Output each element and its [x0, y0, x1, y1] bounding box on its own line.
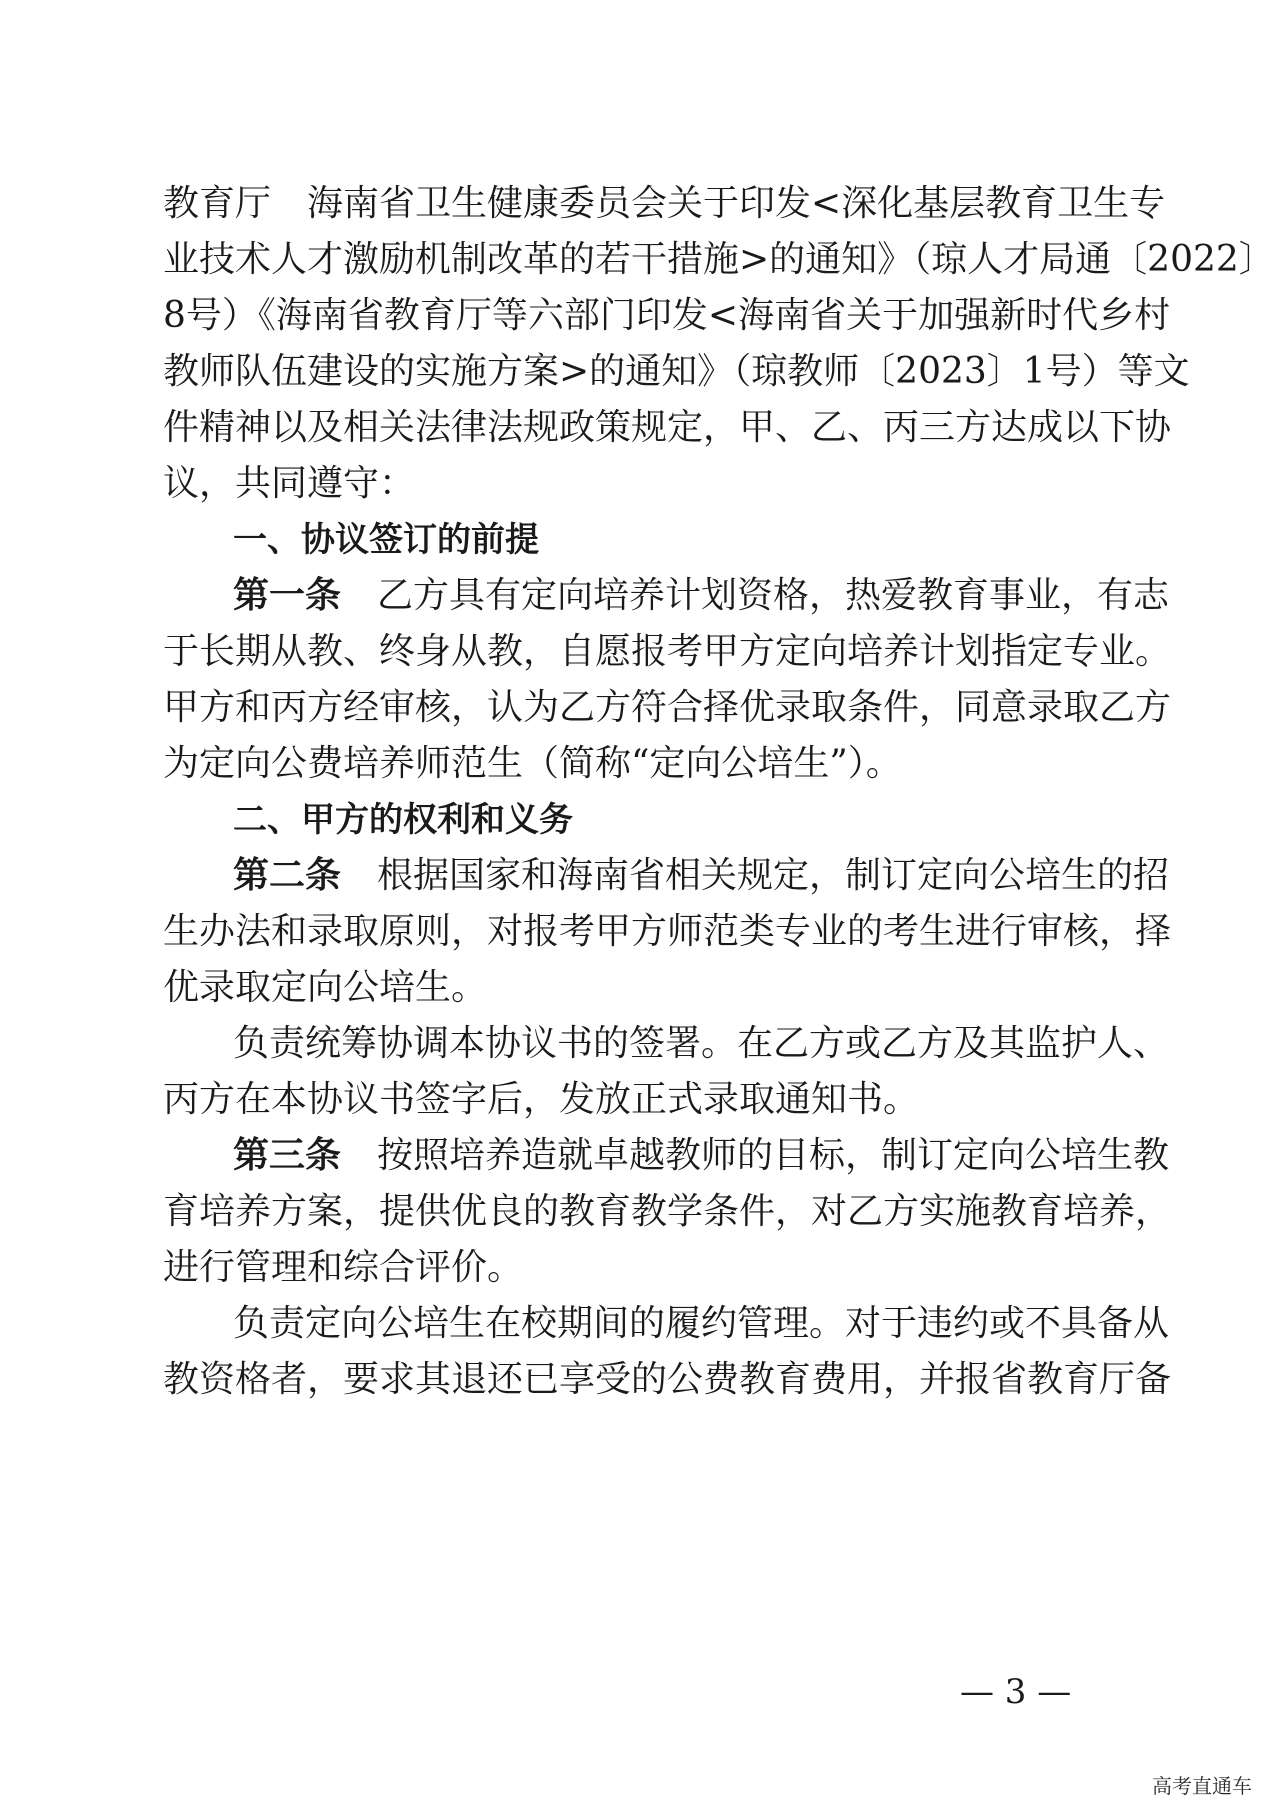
- article-label: 第二条: [233, 855, 342, 896]
- page-number: — 3 —: [960, 1672, 1072, 1712]
- body-line: 业技术人才激励机制改革的若干措施>的通知》（琼人才局通〔2022〕: [163, 239, 1275, 280]
- body-line: 甲方和丙方经审核，认为乙方符合择优录取条件，同意录取乙方: [163, 687, 1172, 728]
- body-line: 丙方在本协议书签字后，发放正式录取通知书。: [163, 1079, 920, 1120]
- body-line: 件精神以及相关法律法规政策规定，甲、乙、丙三方达成以下协: [163, 407, 1172, 448]
- body-line: 优录取定向公培生。: [163, 967, 488, 1008]
- body-line: 生办法和录取原则，对报考甲方师范类专业的考生进行审核，择: [163, 911, 1172, 952]
- body-line: 8号）《海南省教育厅等六部门印发<海南省关于加强新时代乡村: [163, 295, 1171, 336]
- article-first-line: [233, 1132, 1170, 1180]
- article-text: 按照培养造就卓越教师的目标，制订定向公培生教: [377, 1135, 1170, 1176]
- watermark-text: 高考直通车: [1152, 1774, 1252, 1798]
- body-line: 教师队伍建设的实施方案>的通知》（琼教师〔2023〕1号）等文: [163, 351, 1190, 392]
- section-heading: 二、甲方的权利和义务: [233, 800, 573, 840]
- article-label: 第三条: [233, 1135, 342, 1176]
- article-text: 根据国家和海南省相关规定，制订定向公培生的招: [377, 855, 1170, 896]
- article-text: 乙方具有定向培养计划资格，热爱教育事业，有志: [377, 575, 1170, 616]
- article-first-line: [233, 852, 1170, 900]
- body-line: 于长期从教、终身从教，自愿报考甲方定向培养计划指定专业。: [163, 631, 1172, 672]
- body-line: 进行管理和综合评价。: [163, 1247, 524, 1288]
- body-line: 育培养方案，提供优良的教育教学条件，对乙方实施教育培养，: [163, 1191, 1172, 1232]
- body-line: 教育厅 海南省卫生健康委员会关于印发<深化基层教育卫生专: [163, 183, 1166, 224]
- body-line: 议，共同遵守：: [163, 463, 416, 504]
- article-first-line: [233, 572, 1170, 620]
- article-label: 第一条: [233, 575, 342, 616]
- body-line: 教资格者，要求其退还已享受的公费教育费用，并报省教育厅备: [163, 1359, 1172, 1400]
- body-line: 负责统筹协调本协议书的签署。在乙方或乙方及其监护人、: [233, 1023, 1170, 1064]
- body-line: 负责定向公培生在校期间的履约管理。对于违约或不具备从: [233, 1303, 1170, 1344]
- section-heading: 一、协议签订的前提: [233, 520, 539, 560]
- body-line: 为定向公费培养师范生（简称“定向公培生”）。: [163, 743, 902, 784]
